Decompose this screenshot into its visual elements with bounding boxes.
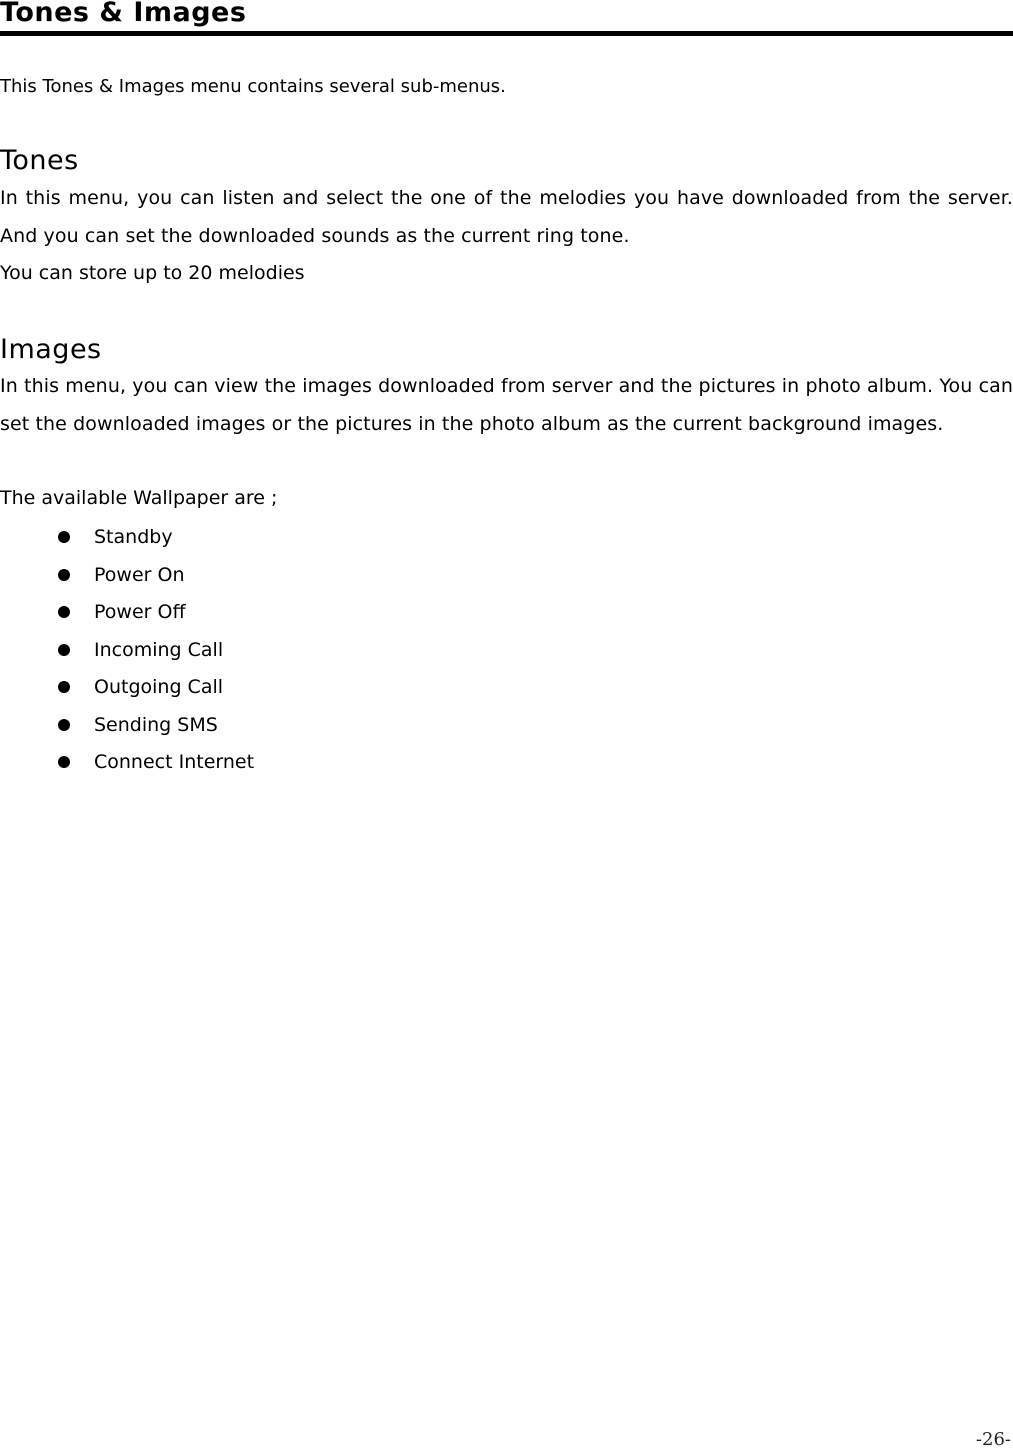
bullet-icon: [58, 606, 70, 618]
wallpaper-label: Incoming Call: [94, 638, 224, 661]
wallpaper-label: Connect Internet: [94, 751, 255, 773]
title-underline-rule: [0, 31, 1013, 36]
bullet-icon: [58, 681, 70, 693]
intro-text: This Tones & Images menu contains several sub-menus.: [0, 76, 506, 97]
page-title: Tones & Images: [0, 0, 247, 28]
tones-storage-note: You can store up to 20 melodies: [0, 262, 305, 284]
wallpaper-label: Standby: [94, 526, 173, 548]
bullet-icon: [58, 719, 70, 731]
wallpaper-label: Outgoing Call: [94, 676, 224, 698]
bullet-icon: [58, 569, 70, 581]
images-paragraph: In this menu, you can view the images downloaded from server and the pictures in photo album. You can set the downloaded images or the pictures in the photo album as the current background images.: [0, 375, 1013, 435]
images-heading: Images: [0, 334, 102, 365]
bullet-icon: [58, 644, 70, 656]
bullet-icon: [58, 531, 70, 543]
bullet-icon: [58, 756, 70, 768]
wallpaper-intro: The available Wallpaper are ;: [0, 487, 278, 509]
tones-paragraph: In this menu, you can listen and select the one of the melodies you have downloaded from the server. And you can set the downloaded sounds as the current ring tone.: [0, 187, 1013, 247]
wallpaper-label: Power On: [94, 563, 185, 586]
tones-heading: Tones: [0, 145, 79, 176]
page-number: -26-: [975, 1429, 1011, 1450]
wallpaper-label: Power Off: [94, 601, 186, 623]
wallpaper-label: Sending SMS: [94, 713, 218, 736]
